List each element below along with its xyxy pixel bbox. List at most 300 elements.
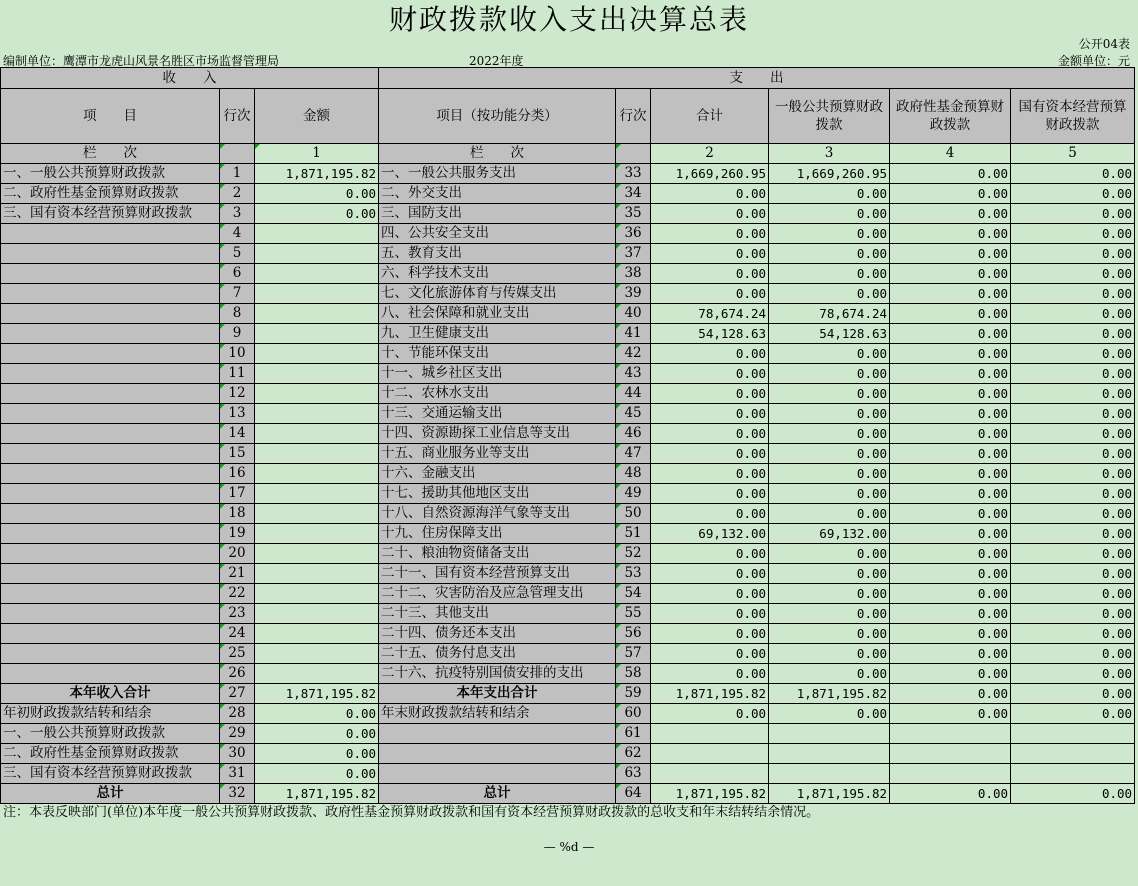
income-item xyxy=(1,584,220,604)
expense-item: 二十五、债务付息支出 xyxy=(379,644,616,664)
expense-item: 二十一、国有资本经营预算支出 xyxy=(379,564,616,584)
expense-total: 0.00 xyxy=(651,504,769,524)
table-row xyxy=(1,164,1135,184)
income-row-no: 27 xyxy=(220,684,255,704)
expense-item: 十、节能环保支出 xyxy=(379,344,616,364)
expense-total: 1,871,195.82 xyxy=(651,784,769,804)
expense-state-capital xyxy=(1011,724,1135,744)
expense-general-budget: 1,669,260.95 xyxy=(769,164,890,184)
expense-general-budget: 0.00 xyxy=(769,544,890,564)
income-amount xyxy=(255,364,379,384)
table-row xyxy=(1,524,1135,544)
income-amount xyxy=(255,324,379,344)
currency-unit: 金额单位：元 xyxy=(1057,54,1130,68)
expense-item: 十二、农林水支出 xyxy=(379,384,616,404)
income-amount xyxy=(255,664,379,684)
col-general-budget: 一般公共预算财政拨款 xyxy=(769,89,890,144)
expense-general-budget: 78,674.24 xyxy=(769,304,890,324)
income-row-no: 1 xyxy=(220,164,255,184)
expense-gov-fund: 0.00 xyxy=(890,584,1011,604)
expense-total: 0.00 xyxy=(651,284,769,304)
income-row-no: 17 xyxy=(220,484,255,504)
income-row-no: 4 xyxy=(220,224,255,244)
expense-general-budget: 0.00 xyxy=(769,364,890,384)
fiscal-appropriation-table xyxy=(0,67,1135,804)
expense-gov-fund: 0.00 xyxy=(890,264,1011,284)
expense-total: 0.00 xyxy=(651,584,769,604)
table-row xyxy=(1,404,1135,424)
expense-item xyxy=(379,724,616,744)
expense-state-capital: 0.00 xyxy=(1011,704,1135,724)
expense-gov-fund: 0.00 xyxy=(890,644,1011,664)
expense-gov-fund: 0.00 xyxy=(890,624,1011,644)
expense-total: 0.00 xyxy=(651,464,769,484)
income-item xyxy=(1,504,220,524)
table-row xyxy=(1,724,1135,744)
income-item xyxy=(1,224,220,244)
expense-state-capital: 0.00 xyxy=(1011,624,1135,644)
col-gov-fund: 政府性基金预算财政拨款 xyxy=(890,89,1011,144)
expense-state-capital: 0.00 xyxy=(1011,584,1135,604)
expense-state-capital: 0.00 xyxy=(1011,484,1135,504)
table-row xyxy=(1,204,1135,224)
income-row-no: 16 xyxy=(220,464,255,484)
expense-total: 0.00 xyxy=(651,624,769,644)
expense-item: 本年支出合计 xyxy=(379,684,616,704)
expense-gov-fund: 0.00 xyxy=(890,664,1011,684)
expense-general-budget: 0.00 xyxy=(769,444,890,464)
page-footer: — %d — xyxy=(543,840,595,854)
expense-item: 三、国防支出 xyxy=(379,204,616,224)
col-item: 项 目 xyxy=(1,89,220,144)
expense-row-no: 50 xyxy=(616,504,651,524)
expense-item: 二十六、抗疫特别国债安排的支出 xyxy=(379,664,616,684)
income-item xyxy=(1,344,220,364)
table-row xyxy=(1,264,1135,284)
expense-item: 十五、商业服务业等支出 xyxy=(379,444,616,464)
income-row-no: 14 xyxy=(220,424,255,444)
col-state-capital: 国有资本经营预算财政拨款 xyxy=(1011,89,1135,144)
income-row-no: 26 xyxy=(220,664,255,684)
expense-total: 0.00 xyxy=(651,204,769,224)
expense-general-budget: 0.00 xyxy=(769,464,890,484)
income-item: 一、一般公共预算财政拨款 xyxy=(1,164,220,184)
income-item xyxy=(1,624,220,644)
income-row-no: 25 xyxy=(220,644,255,664)
income-item xyxy=(1,604,220,624)
income-row-no: 23 xyxy=(220,604,255,624)
income-amount xyxy=(255,484,379,504)
income-amount xyxy=(255,504,379,524)
income-amount xyxy=(255,384,379,404)
expense-total: 78,674.24 xyxy=(651,304,769,324)
income-amount xyxy=(255,644,379,664)
expense-row-no: 44 xyxy=(616,384,651,404)
income-item xyxy=(1,324,220,344)
expense-row-no: 42 xyxy=(616,344,651,364)
income-item: 二、政府性基金预算财政拨款 xyxy=(1,744,220,764)
expense-row-no: 51 xyxy=(616,524,651,544)
income-row-no: 32 xyxy=(220,784,255,804)
expense-state-capital: 0.00 xyxy=(1011,444,1135,464)
expense-gov-fund: 0.00 xyxy=(890,244,1011,264)
expense-state-capital: 0.00 xyxy=(1011,564,1135,584)
expense-item: 五、教育支出 xyxy=(379,244,616,264)
income-item xyxy=(1,444,220,464)
expense-row-no: 47 xyxy=(616,444,651,464)
income-item: 三、国有资本经营预算财政拨款 xyxy=(1,764,220,784)
expense-gov-fund: 0.00 xyxy=(890,224,1011,244)
expense-state-capital: 0.00 xyxy=(1011,784,1135,804)
table-row xyxy=(1,244,1135,264)
expense-state-capital: 0.00 xyxy=(1011,684,1135,704)
expense-item: 一、一般公共服务支出 xyxy=(379,164,616,184)
expense-row-no: 39 xyxy=(616,284,651,304)
table-row xyxy=(1,224,1135,244)
expense-total: 0.00 xyxy=(651,224,769,244)
col-index-blank xyxy=(220,144,255,164)
expense-general-budget: 0.00 xyxy=(769,224,890,244)
income-row-no: 29 xyxy=(220,724,255,744)
expense-state-capital xyxy=(1011,764,1135,784)
expense-row-no: 61 xyxy=(616,724,651,744)
expense-total: 0.00 xyxy=(651,704,769,724)
expense-total: 0.00 xyxy=(651,184,769,204)
expense-gov-fund: 0.00 xyxy=(890,684,1011,704)
expense-total: 0.00 xyxy=(651,264,769,284)
expense-row-no: 38 xyxy=(616,264,651,284)
income-item xyxy=(1,664,220,684)
expense-total xyxy=(651,724,769,744)
expense-total: 1,669,260.95 xyxy=(651,164,769,184)
table-row xyxy=(1,604,1135,624)
income-row-no: 28 xyxy=(220,704,255,724)
expense-item: 年末财政拨款结转和结余 xyxy=(379,704,616,724)
table-row xyxy=(1,624,1135,644)
expense-item: 总计 xyxy=(379,784,616,804)
income-amount xyxy=(255,544,379,564)
expense-item: 二十三、其他支出 xyxy=(379,604,616,624)
col-amount: 金额 xyxy=(255,89,379,144)
expense-total: 0.00 xyxy=(651,484,769,504)
income-row-no: 22 xyxy=(220,584,255,604)
income-row-no: 9 xyxy=(220,324,255,344)
expense-general-budget: 1,871,195.82 xyxy=(769,784,890,804)
table-row xyxy=(1,764,1135,784)
expense-item: 十九、住房保障支出 xyxy=(379,524,616,544)
table-row xyxy=(1,284,1135,304)
income-row-no: 31 xyxy=(220,764,255,784)
expense-state-capital: 0.00 xyxy=(1011,604,1135,624)
expense-gov-fund xyxy=(890,764,1011,784)
table-row xyxy=(1,564,1135,584)
income-item xyxy=(1,404,220,424)
expense-general-budget: 54,128.63 xyxy=(769,324,890,344)
expense-state-capital: 0.00 xyxy=(1011,364,1135,384)
expense-gov-fund: 0.00 xyxy=(890,504,1011,524)
expense-total: 0.00 xyxy=(651,564,769,584)
table-note: 注：本表反映部门(单位)本年度一般公共预算财政拨款、政府性基金预算财政拨款和国有资本经营预算财政拨款的总收支和年末结转结余情况。 xyxy=(3,805,820,820)
expense-total: 0.00 xyxy=(651,384,769,404)
expense-gov-fund: 0.00 xyxy=(890,164,1011,184)
income-amount xyxy=(255,624,379,644)
income-row-no: 12 xyxy=(220,384,255,404)
expense-general-budget: 0.00 xyxy=(769,484,890,504)
table-row xyxy=(1,684,1135,704)
income-item: 本年收入合计 xyxy=(1,684,220,704)
income-row-no: 7 xyxy=(220,284,255,304)
col-index-3: 3 xyxy=(769,144,890,164)
expense-general-budget: 0.00 xyxy=(769,644,890,664)
income-row-no: 5 xyxy=(220,244,255,264)
expense-total xyxy=(651,764,769,784)
expense-gov-fund: 0.00 xyxy=(890,184,1011,204)
col-index-blank-right xyxy=(616,144,651,164)
expense-general-budget: 0.00 xyxy=(769,184,890,204)
expense-gov-fund: 0.00 xyxy=(890,604,1011,624)
expense-general-budget: 0.00 xyxy=(769,344,890,364)
expense-row-no: 59 xyxy=(616,684,651,704)
table-row xyxy=(1,344,1135,364)
expense-state-capital: 0.00 xyxy=(1011,664,1135,684)
expense-general-budget: 0.00 xyxy=(769,664,890,684)
income-row-no: 21 xyxy=(220,564,255,584)
expense-general-budget: 0.00 xyxy=(769,384,890,404)
income-amount xyxy=(255,224,379,244)
expense-total: 0.00 xyxy=(651,444,769,464)
table-row xyxy=(1,384,1135,404)
income-row-no: 18 xyxy=(220,504,255,524)
expense-row-no: 52 xyxy=(616,544,651,564)
expense-gov-fund: 0.00 xyxy=(890,784,1011,804)
expense-state-capital: 0.00 xyxy=(1011,644,1135,664)
income-item xyxy=(1,644,220,664)
report-title: 财政拨款收入支出决算总表 xyxy=(388,3,749,36)
table-row xyxy=(1,484,1135,504)
income-amount xyxy=(255,584,379,604)
expense-item xyxy=(379,744,616,764)
expense-total: 0.00 xyxy=(651,244,769,264)
expense-state-capital: 0.00 xyxy=(1011,224,1135,244)
income-row-no: 19 xyxy=(220,524,255,544)
col-index-label-right: 栏 次 xyxy=(379,144,616,164)
expense-general-budget xyxy=(769,724,890,744)
expense-row-no: 63 xyxy=(616,764,651,784)
table-row xyxy=(1,324,1135,344)
expense-state-capital: 0.00 xyxy=(1011,504,1135,524)
expense-row-no: 43 xyxy=(616,364,651,384)
expense-state-capital: 0.00 xyxy=(1011,164,1135,184)
expense-gov-fund: 0.00 xyxy=(890,464,1011,484)
income-item: 一、一般公共预算财政拨款 xyxy=(1,724,220,744)
expense-gov-fund: 0.00 xyxy=(890,344,1011,364)
income-item xyxy=(1,464,220,484)
income-amount xyxy=(255,464,379,484)
table-row xyxy=(1,184,1135,204)
income-item xyxy=(1,364,220,384)
expense-item: 十六、金融支出 xyxy=(379,464,616,484)
expense-general-budget xyxy=(769,764,890,784)
expense-row-no: 45 xyxy=(616,404,651,424)
table-row xyxy=(1,504,1135,524)
expense-item: 十八、自然资源海洋气象等支出 xyxy=(379,504,616,524)
expense-state-capital: 0.00 xyxy=(1011,204,1135,224)
expense-row-no: 55 xyxy=(616,604,651,624)
expense-gov-fund: 0.00 xyxy=(890,524,1011,544)
expense-section-header: 支 出 xyxy=(379,68,1135,89)
table-row xyxy=(1,304,1135,324)
income-item: 总计 xyxy=(1,784,220,804)
expense-total: 54,128.63 xyxy=(651,324,769,344)
income-amount xyxy=(255,424,379,444)
income-item xyxy=(1,524,220,544)
expense-general-budget: 0.00 xyxy=(769,244,890,264)
income-row-no: 3 xyxy=(220,204,255,224)
income-amount xyxy=(255,404,379,424)
expense-state-capital: 0.00 xyxy=(1011,284,1135,304)
expense-item: 八、社会保障和就业支出 xyxy=(379,304,616,324)
income-amount: 0.00 xyxy=(255,724,379,744)
income-amount xyxy=(255,284,379,304)
col-index-4: 4 xyxy=(890,144,1011,164)
expense-general-budget: 0.00 xyxy=(769,704,890,724)
expense-row-no: 62 xyxy=(616,744,651,764)
income-row-no: 24 xyxy=(220,624,255,644)
expense-total: 0.00 xyxy=(651,604,769,624)
expense-row-no: 35 xyxy=(616,204,651,224)
income-section-header: 收 入 xyxy=(1,68,379,89)
expense-total xyxy=(651,744,769,764)
expense-total: 0.00 xyxy=(651,424,769,444)
income-amount xyxy=(255,604,379,624)
expense-gov-fund: 0.00 xyxy=(890,544,1011,564)
table-row xyxy=(1,704,1135,724)
expense-row-no: 54 xyxy=(616,584,651,604)
expense-gov-fund xyxy=(890,744,1011,764)
expense-general-budget: 69,132.00 xyxy=(769,524,890,544)
expense-item: 四、公共安全支出 xyxy=(379,224,616,244)
expense-total: 69,132.00 xyxy=(651,524,769,544)
table-row xyxy=(1,464,1135,484)
income-item xyxy=(1,304,220,324)
expense-gov-fund: 0.00 xyxy=(890,364,1011,384)
expense-row-no: 49 xyxy=(616,484,651,504)
form-code: 公开04表 xyxy=(1078,37,1130,51)
col-row-no: 行次 xyxy=(220,89,255,144)
income-amount: 0.00 xyxy=(255,184,379,204)
table-row xyxy=(1,584,1135,604)
expense-gov-fund: 0.00 xyxy=(890,304,1011,324)
expense-total: 0.00 xyxy=(651,544,769,564)
expense-row-no: 53 xyxy=(616,564,651,584)
income-amount: 0.00 xyxy=(255,764,379,784)
expense-state-capital: 0.00 xyxy=(1011,384,1135,404)
table-row xyxy=(1,744,1135,764)
expense-general-budget: 0.00 xyxy=(769,564,890,584)
expense-total: 0.00 xyxy=(651,644,769,664)
fiscal-year: 2022年度 xyxy=(469,54,524,68)
expense-gov-fund: 0.00 xyxy=(890,404,1011,424)
income-item xyxy=(1,384,220,404)
income-item: 三、国有资本经营预算财政拨款 xyxy=(1,204,220,224)
table-row xyxy=(1,364,1135,384)
table-row xyxy=(1,424,1135,444)
expense-gov-fund: 0.00 xyxy=(890,284,1011,304)
expense-gov-fund: 0.00 xyxy=(890,424,1011,444)
income-amount xyxy=(255,264,379,284)
income-row-no: 15 xyxy=(220,444,255,464)
income-amount xyxy=(255,244,379,264)
expense-item: 十四、资源勘探工业信息等支出 xyxy=(379,424,616,444)
income-amount xyxy=(255,304,379,324)
expense-gov-fund: 0.00 xyxy=(890,484,1011,504)
expense-general-budget: 0.00 xyxy=(769,284,890,304)
expense-row-no: 36 xyxy=(616,224,651,244)
expense-item: 十一、城乡社区支出 xyxy=(379,364,616,384)
expense-gov-fund: 0.00 xyxy=(890,704,1011,724)
expense-total: 0.00 xyxy=(651,364,769,384)
expense-general-budget: 0.00 xyxy=(769,264,890,284)
expense-gov-fund: 0.00 xyxy=(890,384,1011,404)
expense-row-no: 33 xyxy=(616,164,651,184)
income-amount: 1,871,195.82 xyxy=(255,684,379,704)
income-amount: 1,871,195.82 xyxy=(255,164,379,184)
income-row-no: 13 xyxy=(220,404,255,424)
income-amount: 1,871,195.82 xyxy=(255,784,379,804)
col-index-2: 2 xyxy=(651,144,769,164)
expense-general-budget: 0.00 xyxy=(769,504,890,524)
income-item xyxy=(1,564,220,584)
expense-general-budget xyxy=(769,744,890,764)
expense-general-budget: 0.00 xyxy=(769,624,890,644)
col-index-5: 5 xyxy=(1011,144,1135,164)
col-item-func: 项目（按功能分类） xyxy=(379,89,616,144)
expense-general-budget: 0.00 xyxy=(769,204,890,224)
expense-state-capital: 0.00 xyxy=(1011,544,1135,564)
table-row xyxy=(1,644,1135,664)
expense-item: 九、卫生健康支出 xyxy=(379,324,616,344)
table-row xyxy=(1,544,1135,564)
income-amount: 0.00 xyxy=(255,704,379,724)
income-item: 年初财政拨款结转和结余 xyxy=(1,704,220,724)
expense-item: 二、外交支出 xyxy=(379,184,616,204)
income-row-no: 2 xyxy=(220,184,255,204)
table-row xyxy=(1,444,1135,464)
expense-state-capital: 0.00 xyxy=(1011,524,1135,544)
expense-state-capital: 0.00 xyxy=(1011,184,1135,204)
expense-general-budget: 1,871,195.82 xyxy=(769,684,890,704)
expense-gov-fund: 0.00 xyxy=(890,564,1011,584)
expense-general-budget: 0.00 xyxy=(769,604,890,624)
expense-total: 0.00 xyxy=(651,344,769,364)
expense-row-no: 34 xyxy=(616,184,651,204)
expense-row-no: 57 xyxy=(616,644,651,664)
expense-total: 0.00 xyxy=(651,664,769,684)
expense-state-capital: 0.00 xyxy=(1011,324,1135,344)
expense-row-no: 46 xyxy=(616,424,651,444)
income-amount: 0.00 xyxy=(255,204,379,224)
expense-state-capital: 0.00 xyxy=(1011,344,1135,364)
expense-state-capital: 0.00 xyxy=(1011,424,1135,444)
table-row xyxy=(1,664,1135,684)
income-row-no: 30 xyxy=(220,744,255,764)
expense-general-budget: 0.00 xyxy=(769,584,890,604)
col-index-label: 栏 次 xyxy=(1,144,220,164)
income-amount: 0.00 xyxy=(255,744,379,764)
expense-item: 十三、交通运输支出 xyxy=(379,404,616,424)
expense-item: 二十、粮油物资储备支出 xyxy=(379,544,616,564)
expense-row-no: 64 xyxy=(616,784,651,804)
